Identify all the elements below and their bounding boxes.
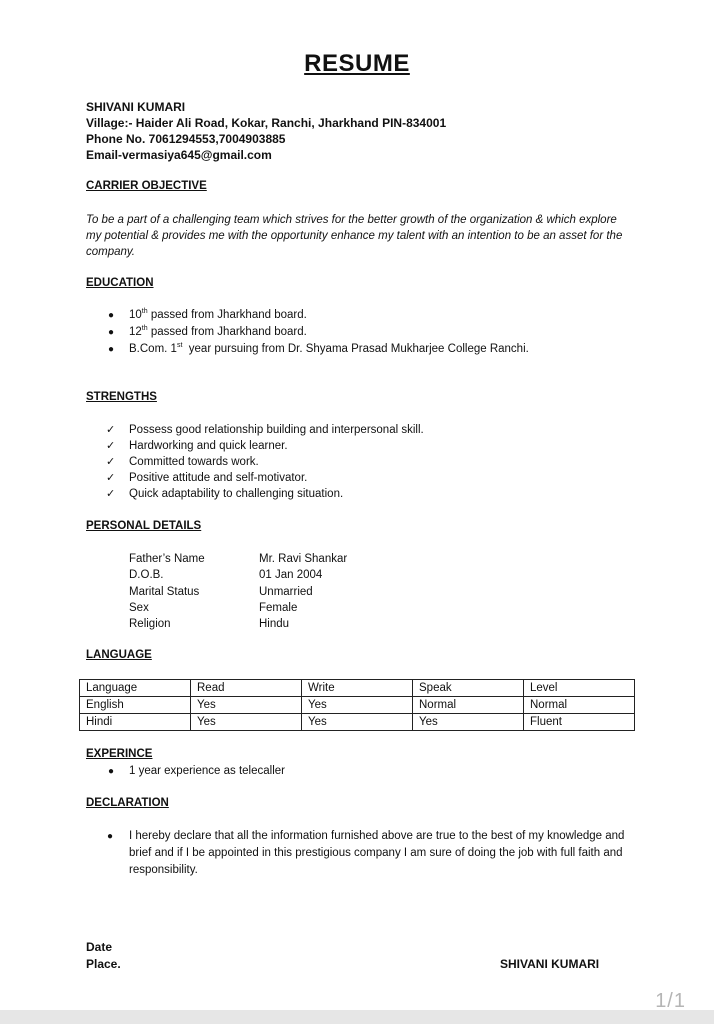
bullet-icon: ● [108, 766, 115, 777]
personal-detail-value: 01 Jan 2004 [259, 569, 323, 582]
education-text: passed from Jharkhand board. [147, 309, 307, 321]
education-text: 10 [129, 309, 142, 321]
signature-name: SHIVANI KUMARI [500, 957, 600, 971]
check-icon: ✓ [106, 424, 116, 436]
table-cell: Yes [191, 714, 302, 731]
table-cell: Fluent [524, 714, 635, 731]
table-header-cell: Level [524, 680, 635, 697]
table-row [80, 697, 635, 714]
strength-item [86, 438, 424, 454]
education-item [86, 341, 529, 358]
strengths-list [86, 422, 424, 502]
strength-item [86, 422, 424, 438]
experience-list [86, 763, 285, 780]
candidate-name: SHIVANI KUMARI [86, 100, 186, 114]
strength-text: Positive attitude and self-motivator. [129, 472, 308, 484]
strength-text: Quick adaptability to challenging situation. [129, 488, 344, 500]
table-header-cell: Language [80, 680, 191, 697]
education-text: 12 [129, 326, 142, 338]
section-heading-language: LANGUAGE [86, 649, 152, 661]
strength-item [86, 470, 424, 486]
check-icon: ✓ [106, 488, 116, 500]
page-title: RESUME [304, 50, 410, 77]
personal-detail-key: Marital Status [129, 585, 200, 598]
personal-detail-key: Religion [129, 618, 171, 631]
phone: Phone No. 7061294553,7004903885 [86, 132, 286, 146]
declaration-text: I hereby declare that all the information furnished above are true to the best of my knowledge and brief and if I be appointed in this prestigious company I am sure of doing the job with full faith and responsibility. [129, 830, 625, 876]
personal-detail-value: Unmarried [259, 585, 313, 598]
table-cell: Hindi [80, 714, 191, 731]
education-list [86, 307, 529, 358]
table-header-row [80, 680, 635, 697]
education-ordinal: th [141, 308, 148, 316]
table-header-cell: Speak [413, 680, 524, 697]
table-header-cell: Read [191, 680, 302, 697]
table-cell: Normal [524, 697, 635, 714]
place-label: Place. [86, 957, 121, 971]
personal-detail-key: Father’s Name [129, 553, 205, 565]
viewer-bottom-bar [0, 1010, 714, 1024]
language-table [79, 679, 635, 731]
date-label: Date [86, 940, 113, 954]
strength-text: Committed towards work. [129, 456, 259, 468]
check-icon: ✓ [106, 472, 116, 484]
table-cell: Yes [191, 697, 302, 714]
education-text: year pursuing from Dr. Shyama Prasad Mukharjee College Ranchi. [182, 343, 529, 355]
personal-detail-key: D.O.B. [129, 569, 164, 582]
section-heading-personal: PERSONAL DETAILS [86, 520, 202, 532]
bullet-icon: ● [108, 310, 115, 321]
address: Village:- Haider Ali Road, Kokar, Ranchi, Jharkhand PIN-834001 [86, 116, 447, 130]
bullet-icon: ● [107, 831, 114, 842]
table-cell: Yes [413, 714, 524, 731]
objective-text: To be a part of a challenging team which strives for the better growth of the organization & which explore my potential & provides me with the opportunity enhance my talent with an intention to be an asset for the company. [86, 214, 623, 258]
education-ordinal: th [141, 325, 148, 333]
section-heading-declaration: DECLARATION [86, 797, 169, 809]
strength-text: Hardworking and quick learner. [129, 440, 288, 452]
strength-item [86, 486, 424, 502]
section-heading-objective: CARRIER OBJECTIVE [86, 180, 207, 192]
bullet-icon: ● [108, 327, 115, 338]
education-ordinal: st [176, 342, 183, 350]
education-text: B.Com. 1 [129, 343, 177, 355]
experience-item [86, 763, 285, 780]
table-cell: Normal [413, 697, 524, 714]
table-cell: Yes [302, 714, 413, 731]
table-cell: Yes [302, 697, 413, 714]
personal-detail-key: Sex [129, 601, 149, 614]
personal-detail-value: Mr. Ravi Shankar [259, 553, 348, 565]
education-item [86, 324, 529, 341]
strength-text: Possess good relationship building and interpersonal skill. [129, 424, 424, 436]
education-text: passed from Jharkhand board. [147, 326, 307, 338]
table-row [80, 714, 635, 731]
check-icon: ✓ [106, 456, 116, 468]
section-heading-education: EDUCATION [86, 277, 154, 289]
personal-detail-value: Female [259, 601, 298, 614]
section-heading-experience: EXPERINCE [86, 748, 153, 760]
check-icon: ✓ [106, 440, 116, 452]
experience-text: 1 year experience as telecaller [129, 765, 285, 777]
table-header-cell: Write [302, 680, 413, 697]
section-heading-strengths: STRENGTHS [86, 391, 157, 403]
personal-detail-value: Hindu [259, 618, 290, 631]
education-item [86, 307, 529, 324]
email: Email-vermasiya645@gmail.com [86, 148, 272, 162]
table-cell: English [80, 697, 191, 714]
strength-item [86, 454, 424, 470]
bullet-icon: ● [108, 344, 115, 355]
page-indicator: 1/1 [655, 990, 686, 1012]
